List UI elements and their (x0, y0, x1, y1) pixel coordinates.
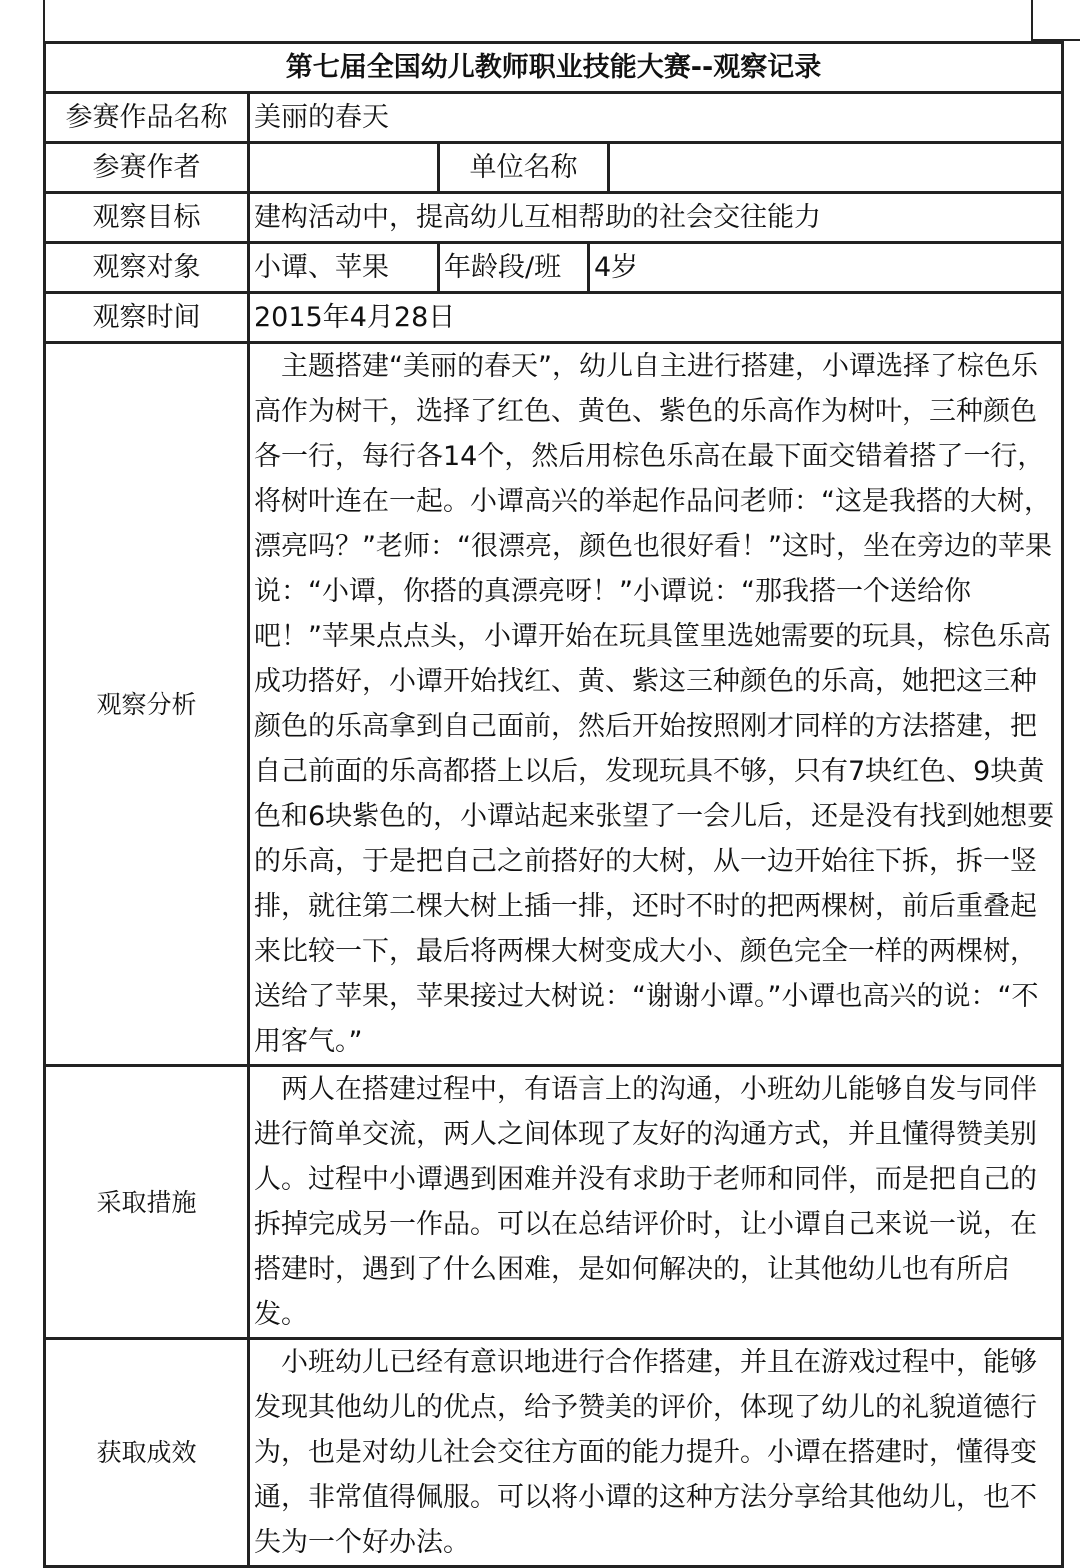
time-label: 观察时间 (45, 293, 249, 343)
time-value: 2015年4月28日 (249, 293, 1063, 343)
age-label: 年龄段/班 (439, 243, 589, 293)
subject-value: 小谭、苹果 (249, 243, 439, 293)
goal-label: 观察目标 (45, 193, 249, 243)
analysis-cell (249, 343, 1063, 1066)
results-text: 小班幼儿已经有意识地进行合作搭建，并且在游戏过程中，能够发现其他幼儿的优点，给予赞美的评价，体现了幼儿的礼貌道德行为，也是对幼儿社会交往方面的能力提升。小谭在搭建时，懂得变通，非常值得佩服。可以将小谭的这种方法分享给其他幼儿，也不失为一个好办法。 (254, 1347, 1037, 1558)
goal-value: 建构活动中，提高幼儿互相帮助的社会交往能力 (249, 193, 1063, 243)
author-label: 参赛作者 (45, 143, 249, 193)
unit-value (609, 143, 1063, 193)
analysis-label: 观察分析 (45, 343, 249, 1066)
results-label: 获取成效 (45, 1339, 249, 1567)
measures-label: 采取措施 (45, 1066, 249, 1339)
observation-record-table (43, 41, 1064, 1568)
measures-cell (249, 1066, 1063, 1339)
measures-text: 两人在搭建过程中，有语言上的沟通，小班幼儿能够自发与同伴进行简单交流，两人之间体现了友好的沟通方式，并且懂得赞美别人。过程中小谭遇到困难并没有求助于老师和同伴，而是把自己的拆掉完成另一作品。可以在总结评价时，让小谭自己来说一说，在搭建时，遇到了什么困难，是如何解决的，让其他幼儿也有所启发。 (254, 1074, 1037, 1330)
work-name-value: 美丽的春天 (249, 93, 1063, 143)
record-title: 第七届全国幼儿教师职业技能大赛--观察记录 (45, 43, 1063, 93)
analysis-text: 主题搭建“美丽的春天”，幼儿自主进行搭建，小谭选择了棕色乐高作为树干，选择了红色、黄色、紫色的乐高作为树叶，三种颜色各一行，每行各14个，然后用棕色乐高在最下面交错着搭了一行，将树叶连在一起。小谭高兴的举起作品问老师：“这是我搭的大树，漂亮吗？”老师：“很漂亮，颜色也很好看！”这时，坐在旁边的苹果说：“小谭，你搭的真漂亮呀！”小谭说：“那我搭一个送给你吧！”苹果点点头，小谭开始在玩具筐里选她需要的玩具，棕色乐高成功搭好，小谭开始找红、黄、紫这三种颜色的乐高，她把这三种颜色的乐高拿到自己面前，然后开始按照刚才同样的方法搭建，把自己前面的乐高都搭上以后，发现玩具不够，只有7块红色、9块黄色和6块紫色的，小谭站起来张望了一会儿后，还是没有找到她想要的乐高，于是把自己之前搭好的大树，从一边开始往下拆，拆一竖排，就往第二棵大树上插一排，还时不时的把两棵树，前后重叠起来比较一下，最后将两棵大树变成大小、颜色完全一样的两棵树，送给了苹果，苹果接过大树说：“谢谢小谭。”小谭也高兴的说：“不用客气。” (254, 351, 1055, 1057)
crop-mark-left (43, 0, 45, 41)
subject-label: 观察对象 (45, 243, 249, 293)
crop-mark-right (1031, 0, 1033, 41)
author-value (249, 143, 439, 193)
results-cell (249, 1339, 1063, 1567)
unit-label: 单位名称 (439, 143, 609, 193)
age-value: 4岁 (589, 243, 1063, 293)
work-name-label: 参赛作品名称 (45, 93, 249, 143)
